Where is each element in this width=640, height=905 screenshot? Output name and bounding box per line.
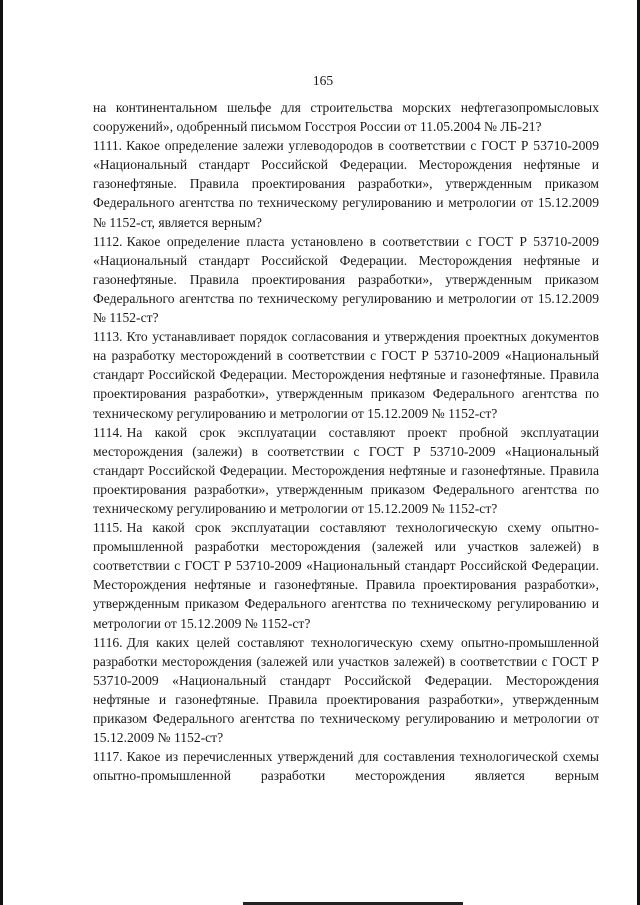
question-number: 1113. — [93, 329, 123, 345]
page-number: 165 — [312, 73, 334, 88]
question-1113 — [93, 327, 599, 422]
paragraph-continuation — [93, 98, 599, 136]
question-1115 — [93, 518, 599, 633]
question-number: 1112. — [93, 233, 123, 249]
question-text: Какое определение пласта установлено в соответствии с ГОСТ Р 53710-2009 «Национальный стандарт Российской Федерации. Месторождения нефтяные и газонефтяные. Правила проектирования разработки», утвержденным приказом Федерального агентства по техническому регулированию и метрологии от 15.12.2009 № 1152-ст? — [93, 233, 599, 326]
question-text: Какое из перечисленных утверждений для составления технологической схемы опытно-промышленной разработки месторождения является верным — [93, 749, 599, 784]
question-text: Для каких целей составляют технологическую схему опытно-промышленной разработки месторождения (залежей или участков залежей) в соответствии с ГОСТ Р 53710-2009 «Национальный стандарт Российской Федерации. Месторождения нефтяные и газонефтяные. Правила проектирования разработки», утвержденным приказом Федерального агентства по техническому регулированию и метрологии от 15.12.2009 № 1152-ст? — [93, 634, 599, 746]
question-text: Какое определение залежи углеводородов в соответствии с ГОСТ Р 53710-2009 «Национальный стандарт Российской Федерации. Месторождения нефтяные и газонефтяные. Правила проектирования разработки», утвержденным приказом Федерального агентства по техническому регулированию и метрологии от 15.12.2009 № 1152-ст, является верным? — [93, 138, 599, 230]
question-1112 — [93, 232, 599, 327]
question-number: 1114. — [93, 424, 123, 440]
question-text: На какой срок эксплуатации составляют технологическую схему опытно-промышленной разработки месторождения (залежей или участков залежей) в соответствии с ГОСТ Р 53710-2009 «Национальный стандарт Российской Федерации. Месторождения нефтяные и газонефтяные. Правила проектирования разработки», утвержденным приказом Федерального агентства по техническому регулированию и метрологии от 15.12.2009 № 1152-ст? — [93, 520, 599, 631]
question-text: Кто устанавливает порядок согласования и утверждения проектных документов на разработку месторождений в соответствии с ГОСТ Р 53710-2009 «Национальный стандарт Российской Федерации. Месторождения нефтяные и газонефтяные. Правила проектирования разработки», утвержденным приказом Федерального агентства по техническому регулированию и метрологии от 15.12.2009 № 1152-ст? — [93, 329, 599, 421]
question-number: 1117. — [93, 749, 123, 765]
question-1111 — [93, 136, 599, 231]
question-1114 — [93, 423, 599, 518]
question-1116 — [93, 633, 599, 748]
question-1117 — [93, 747, 599, 785]
question-number: 1116. — [93, 634, 123, 650]
question-number: 1115. — [93, 520, 123, 536]
paragraph-text: на континентальном шельфе для строительства морских нефтегазопромысловых сооружений», одобренный письмом Госстроя России от 11.05.2004 № ЛБ-21? — [93, 100, 599, 135]
document-body — [93, 98, 599, 785]
question-text: На какой срок эксплуатации составляют проект пробной эксплуатации месторождения (залежи) в соответствии с ГОСТ Р 53710-2009 «Национальный стандарт Российской Федерации. Месторождения нефтяные и газонефтяные. Правила проектирования разработки», утвержденным приказом Федерального агентства по техническому регулированию и метрологии от 15.12.2009 № 1152-ст? — [93, 424, 599, 516]
question-number: 1111. — [93, 138, 123, 154]
